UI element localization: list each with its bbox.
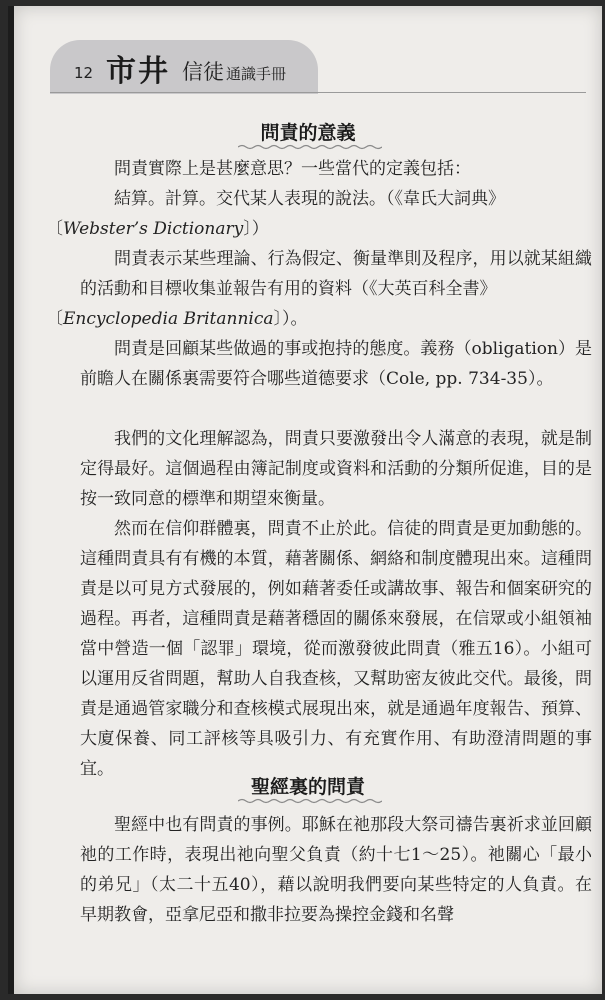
bracket-close: 〕） bbox=[243, 219, 269, 239]
paragraph-faith-community: 然而在信仰群體裏，問責不止於此。信徒的問責是更加動態的。這種問責具有有機的本質，藉著關係、網絡和制度體現出來。這種問責是以可見方式發展的，例如藉著委任或講故事、報告和個案研究的過程。再者，這種問責是藉著穩固的關係來發展，在信眾或小組領袖當中營造一個「認罪」環境，從而激發彼此問責（雅五16）。小組可以運用反省問題，幫助人自我查核，又幫助密友彼此交代。最後，問責是通過管家職分和查核模式展現出來，就是通過年度報告、預算、大廈保養、同工評核等具吸引力、有充實作用、有助澄清問題的事宜。 bbox=[80, 519, 592, 779]
section-heading-meaning: 問責的意義 bbox=[260, 122, 356, 144]
paragraph-intro: 問責實際上是甚麼意思？一些當代的定義包括： bbox=[114, 159, 471, 179]
book-page bbox=[8, 6, 602, 994]
source-title-webster: Webster’s Dictionary bbox=[63, 219, 244, 239]
series-logo-main: 市井 bbox=[106, 54, 170, 89]
page-number: 12 bbox=[74, 64, 94, 82]
series-title: 通識手冊 bbox=[226, 65, 287, 83]
heading-wave-underline bbox=[238, 798, 382, 804]
paragraph-definition-britannica bbox=[46, 244, 592, 334]
paragraph-obligation: 問責是回顧某些做過的事或抱持的態度。義務（obligation）是前瞻人在關係裏需要符合哪些道德要求（Cole, pp. 734-35）。 bbox=[80, 339, 592, 389]
source-title-britannica: Encyclopedia Britannica bbox=[63, 309, 274, 329]
bracket-open: 〔 bbox=[46, 309, 63, 329]
paragraph-definition-webster bbox=[46, 184, 592, 244]
bracket-close: 〕）。 bbox=[273, 309, 308, 329]
definition-text: 結算。計算。交代某人表現的說法。（《韋氏大詞典》 bbox=[114, 189, 505, 209]
section-heading-bible: 聖經裏的問責 bbox=[250, 776, 365, 798]
bracket-open: 〔 bbox=[46, 219, 63, 239]
definition-text: 問責表示某些理論、行為假定、衡量準則及程序，用以就某組織的活動和目標收集並報告有用的資料（《大英百科全書》 bbox=[80, 249, 592, 299]
heading-wave-underline bbox=[238, 144, 382, 150]
paragraph-bible-examples: 聖經中也有問責的事例。耶穌在祂那段大祭司禱告裏祈求並回顧祂的工作時，表現出祂向聖父負責（約十七1～25）。祂關心「最小的弟兄」（太二十五40），藉以說明我們要向某些特定的人負責。在早期教會，亞拿尼亞和撒非拉要為操控金錢和名聲 bbox=[80, 815, 592, 925]
header-rule bbox=[50, 92, 586, 93]
series-logo-sub: 信徒 bbox=[182, 60, 224, 84]
paragraph-culture: 我們的文化理解認為，問責只要激發出令人滿意的表現，就是制定得最好。這個過程由簿記制度或資料和活動的分類所促進，目的是按一致同意的標準和期望來衡量。 bbox=[80, 429, 592, 509]
